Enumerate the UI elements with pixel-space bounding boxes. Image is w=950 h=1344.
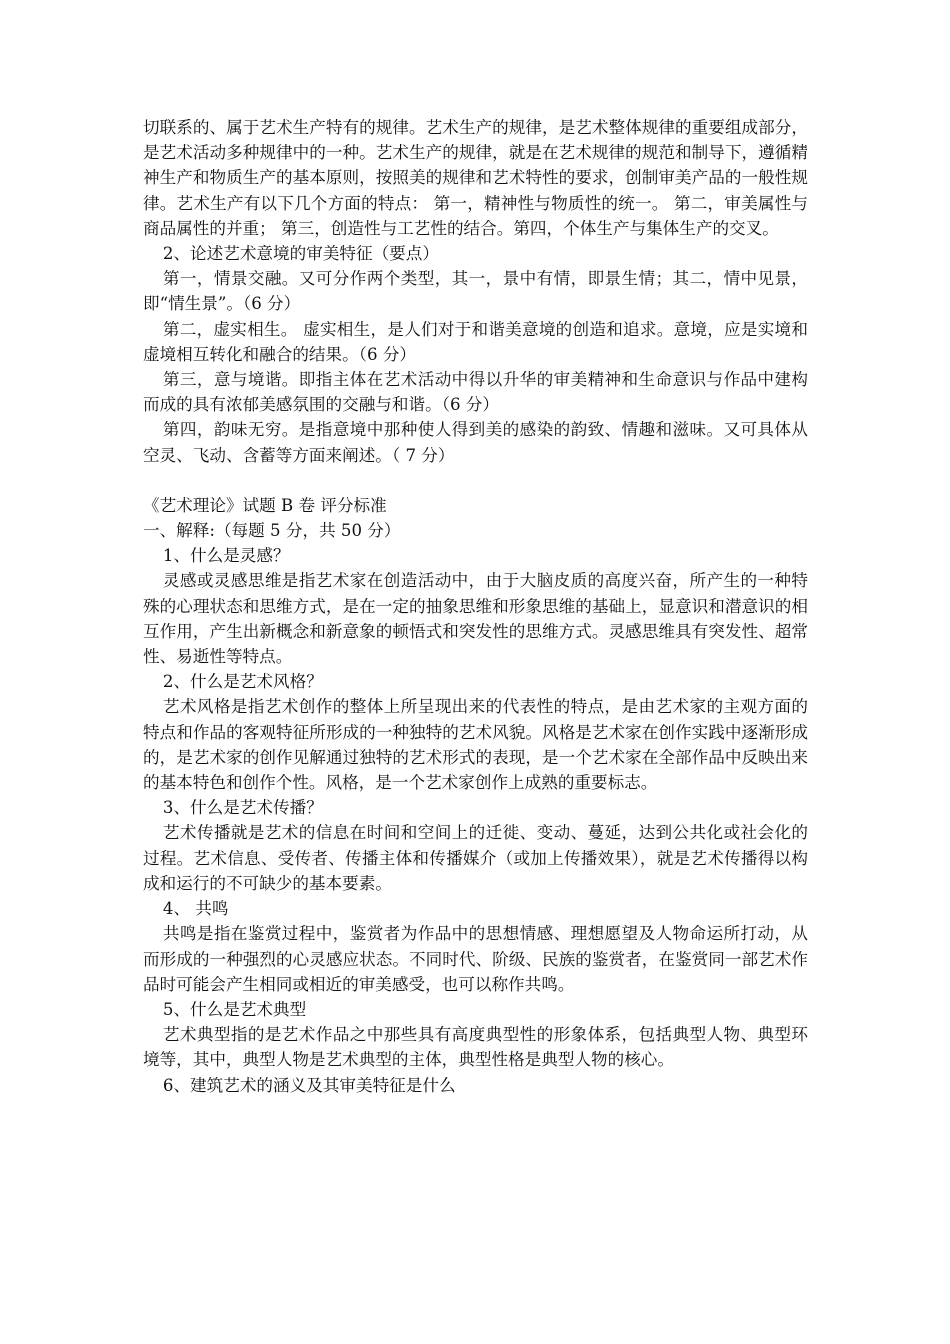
answer-point: 第三，意与境谐。即指主体在艺术活动中得以升华的审美精神和生命意识与作品中建构而成的具有浓郁美感氛围的交融与和谐。（6 分） [143,370,808,415]
answer-point: 第四，韵味无穷。是指意境中那种使人得到美的感染的韵致、情趣和滋味。又可具体从空灵、飞动、含蓄等方面来阐述。（ 7 分） [143,420,808,465]
question-heading: 5、什么是艺术典型 [162,999,307,1019]
section-spacer [143,468,808,493]
question-heading: 4、 共鸣 [162,899,229,919]
document-page [143,115,808,1098]
question-heading: 2、什么是艺术风格？ [162,672,323,692]
question-heading: 6、建筑艺术的涵义及其审美特征是什么 [162,1075,456,1095]
answer-point: 第一，情景交融。又可分作两个类型，其一，景中有情，即景生情；其二，情中见景，即“情生景”。（6 分） [143,269,808,314]
question-heading: 2、论述艺术意境的审美特征（要点） [162,244,439,264]
answer-paragraph: 灵感或灵感思维是指艺术家在创造活动中，由于大脑皮质的高度兴奋，所产生的一种特殊的心理状态和思维方式，是在一定的抽象思维和形象思维的基础上，显意识和潜意识的相互作用，产生出新概念和新意象的顿悟式和突发性的思维方式。灵感思维具有突发性、超常性、易逝性等特点。 [143,571,808,667]
answer-paragraph: 艺术风格是指艺术创作的整体上所呈现出来的代表性的特点，是由艺术家的主观方面的特点和作品的客观特征所形成的一种独特的艺术风貌。风格是艺术家在创作实践中逐渐形成的，是艺术家的创作见解通过独特的艺术形式的表现，是一个艺术家在全部作品中反映出来的基本特色和创作个性。风格，是一个艺术家创作上成熟的重要标志。 [143,697,808,793]
answer-paragraph: 艺术典型指的是艺术作品之中那些具有高度典型性的形象体系，包括典型人物、典型环境等，其中，典型人物是艺术典型的主体，典型性格是典型人物的核心。 [143,1025,808,1070]
question-heading: 1、什么是灵感？ [162,546,290,566]
answer-paragraph: 共鸣是指在鉴赏过程中，鉴赏者为作品中的思想情感、理想愿望及人物命运所打动，从而形成的一种强烈的心灵感应状态。不同时代、阶级、民族的鉴赏者，在鉴赏同一部艺术作品时可能会产生相同或相近的审美感受，也可以称作共鸣。 [143,924,808,994]
intro-paragraph: 切联系的、属于艺术生产特有的规律。艺术生产的规律，是艺术整体规律的重要组成部分，是艺术活动多种规律中的一种。艺术生产的规律，就是在艺术规律的规范和制导下，遵循精神生产和物质生产的基本原则，按照美的规律和艺术特性的要求，创制审美产品的一般性规律。艺术生产有以下几个方面的特点： 第一，精神性与物质性的统一。 第二，审美属性与商品属性的并重； 第三，创造性与工艺性的结合。第四，个体生产与集体生产的交叉。 [143,118,808,238]
exam-title: 《艺术理论》试题 B 卷 评分标准 [143,495,387,515]
part-heading: 一、解释:（每题 5 分，共 50 分） [143,521,401,541]
answer-point: 第二，虚实相生。 虚实相生，是人们对于和谐美意境的创造和追求。意境，应是实境和虚境相互转化和融合的结果。（6 分） [143,319,808,364]
question-heading: 3、什么是艺术传播？ [162,798,323,818]
answer-paragraph: 艺术传播就是艺术的信息在时间和空间上的迁徙、变动、蔓延，达到公共化或社会化的过程。艺术信息、受传者、传播主体和传播媒介（或加上传播效果），就是艺术传播得以构成和运行的不可缺少的基本要素。 [143,823,808,893]
